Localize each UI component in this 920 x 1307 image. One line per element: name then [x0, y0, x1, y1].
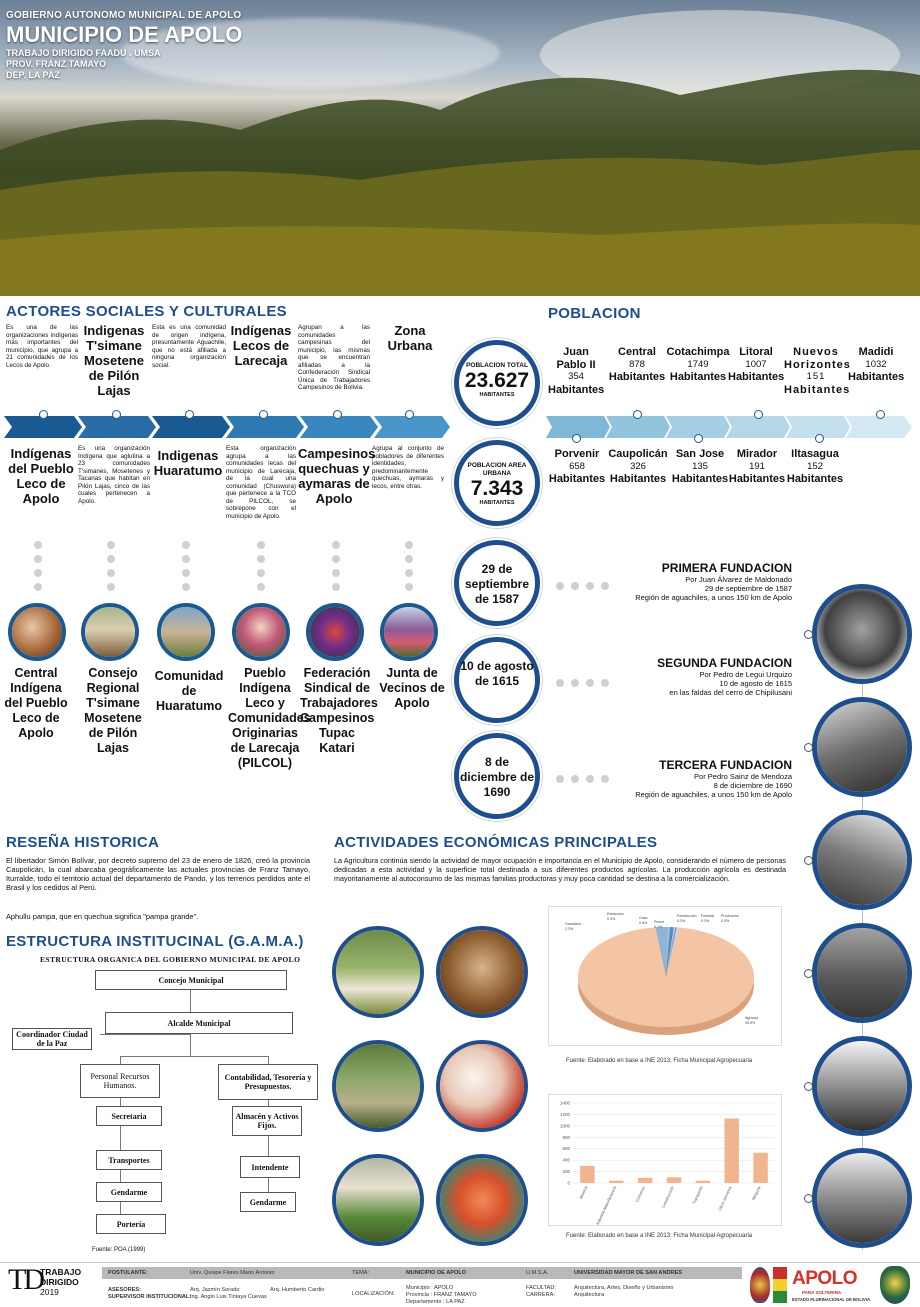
- pie-value-label: 0.3%: [607, 917, 616, 921]
- fundacion-line: Por Pedro Sainz de Mendoza: [694, 772, 792, 781]
- fundacion-info: [600, 561, 792, 602]
- org-photo: [306, 603, 364, 661]
- org-name: Pueblo Indígena Leco y Comunidades Originarias de Larecaja (PILCOL): [228, 666, 311, 770]
- apolo-logo-sub2: ESTADO PLURINACIONAL DE BOLIVIA: [792, 1297, 871, 1302]
- bar-ytick-label: 1200: [559, 1111, 570, 1117]
- barrio-num: 658: [569, 460, 585, 472]
- org-connector: [120, 1056, 121, 1064]
- poblacion-total-value: 23.627: [464, 369, 530, 392]
- org-chart-subtitle: ESTRUCTURA ORGANICA DEL GOBIERNO MUNICIPAL DE APOLO: [40, 955, 301, 964]
- barrio-num: 152: [807, 460, 823, 472]
- apolo-logo: [792, 1269, 857, 1289]
- barrio-num: 326: [630, 460, 646, 472]
- barrio-num: 1749: [687, 358, 709, 370]
- bar-caption: Fuente: Elaborado en base a INE 2013; Ficha Municipal Agropecuaria: [566, 1233, 753, 1239]
- bar-category-label: Comercio: [634, 1185, 647, 1203]
- pie-label: Recolección: [677, 914, 697, 918]
- org-name: Comunidad de Huaratumo: [154, 669, 224, 713]
- barrio-num: 135: [692, 460, 708, 472]
- supervisor-label: SUPERVISOR INSTITUCIONAL:: [108, 1294, 192, 1300]
- org-connector: [100, 1034, 191, 1035]
- fundacion-line: Por Pedro de Legui Urquizo: [699, 670, 792, 679]
- actor-name: Indígenas del Pueblo Leco de Apolo: [8, 446, 74, 506]
- photo-node: [804, 856, 813, 865]
- dots-connector: [182, 541, 190, 597]
- fundacion-title: PRIMERA FUNDACION: [661, 561, 792, 575]
- fundacion-title: SEGUNDA FUNDACION: [657, 656, 792, 670]
- dots-connector: [107, 541, 115, 597]
- pie-value-label: 0.6%: [639, 921, 648, 925]
- estructura-title: ESTRUCTURA INSTITUCINAL (G.A.M.A.): [6, 933, 304, 950]
- localizacion-provincia: Provincia : FRANZ TAMAYO: [406, 1292, 477, 1298]
- barrio-item: [786, 448, 844, 486]
- activity-photo: [436, 1154, 528, 1246]
- poblacion-total-caption: POBLACION TOTAL: [466, 362, 528, 369]
- hero-banner: [0, 0, 920, 296]
- pie-value-label: 95.9%: [745, 1021, 756, 1025]
- bar: [696, 1181, 710, 1183]
- photo-node: [804, 1194, 813, 1203]
- pie-label: Ganadero: [565, 922, 581, 926]
- poblacion-total-circle: [454, 340, 540, 426]
- barrio-name: San Jose: [675, 448, 725, 460]
- postulante-label: POSTULANTE:: [108, 1270, 148, 1276]
- pie-chart: [549, 907, 783, 1047]
- actor-name: Indígenas Lecos de Larecaja: [230, 323, 292, 368]
- barrio-unit: Habitantes: [609, 473, 667, 485]
- fundacion-date: 29 de septiembre de 1587: [464, 562, 530, 606]
- barrio-name: Nuevos Horizontes: [784, 346, 851, 371]
- historic-photo: [812, 697, 912, 797]
- actor-name: Indigenas Huaratumo: [153, 448, 223, 478]
- bar-ytick-label: 1400: [559, 1100, 570, 1106]
- actor-desc: Esta es una comunidad de origen indígena, presuntamente Aguachile, que no está afiliada a ninguna organización social.: [152, 324, 226, 369]
- activity-photo: [436, 926, 528, 1018]
- org-box-transportes: Transportes: [96, 1150, 162, 1170]
- facultad-value: Arquitectura, Artes, Diseño y Urbanismo: [574, 1285, 674, 1291]
- timeline-node: [112, 410, 121, 419]
- bar: [667, 1177, 681, 1183]
- actores-title: ACTORES SOCIALES Y CULTURALES: [6, 303, 287, 320]
- resena-title: RESEÑA HISTORICA: [6, 834, 160, 851]
- fundacion-date-circle: [454, 733, 540, 819]
- actividades-title: ACTIVIDADES ECONÓMICAS PRINCIPALES: [334, 834, 658, 851]
- fundacion-line: Región de aguachiles, a unos 150 km de Apolo: [635, 593, 792, 602]
- poblacion-node: [694, 434, 703, 443]
- org-connector: [120, 1056, 268, 1057]
- barrio-num: 354: [568, 371, 584, 382]
- poblacion-node: [754, 410, 763, 419]
- org-box-coordinador: Coordinador Ciudad de la Paz: [12, 1028, 92, 1050]
- barrio-item: [670, 448, 730, 486]
- historic-photo: [812, 1148, 912, 1248]
- pie-caption: Fuente: Elaborado en base a INE 2013; Ficha Municipal Agropecuaria: [566, 1058, 753, 1064]
- org-photo: [157, 603, 215, 661]
- barrio-name: Cotachimpa: [666, 346, 730, 358]
- pie-label: Forestal: [701, 914, 714, 918]
- barrio-unit: Habitantes: [548, 473, 606, 485]
- carrera-label: CARRERA:: [526, 1292, 555, 1298]
- bar-ytick-label: 400: [562, 1157, 570, 1163]
- bolivia-flag-icon: [773, 1267, 787, 1303]
- barrio-unit: Habitantes: [786, 473, 844, 485]
- barrio-name: Litoral: [739, 346, 773, 358]
- poblacion-total-unit: HABITANTES: [479, 392, 515, 398]
- umsa-value: UNIVERSIDAD MAYOR DE SAN ANDRES: [574, 1270, 683, 1276]
- barrio-name: Porvenir: [554, 448, 600, 460]
- barrio-unit: Habitantes: [669, 371, 727, 383]
- asesor-1: Arq. Jazmín Sorado: [190, 1287, 240, 1293]
- org-box-gendarme: Gendarme: [240, 1192, 296, 1212]
- dots-connector: [405, 541, 413, 597]
- poblacion-urbana-value: 7.343: [470, 477, 524, 500]
- org-box-personal: Personal Recursos Humanos.: [80, 1064, 160, 1098]
- historic-photo: [812, 1036, 912, 1136]
- barrio-num: 1032: [865, 358, 887, 370]
- poblacion-node: [876, 410, 885, 419]
- activity-photo: [436, 1040, 528, 1132]
- actor-desc: Esta organización agrupa a las comunidades lecas del municipio de Larecaja, de la cual una comunidad (Chuswura) que pertenece a la TCO de PILCOL, se sobrepone con el municipio de Apolo.: [226, 445, 296, 520]
- barrio-name: Caupolicán: [608, 448, 668, 460]
- pie-value-label: 0.3%: [721, 919, 730, 923]
- org-box-intendente: Intendente: [240, 1156, 300, 1178]
- hero-title: MUNICIPIO DE APOLO: [6, 22, 243, 47]
- org-box-almacen: Almacén y Activos Fijos.: [232, 1106, 302, 1136]
- barrio-unit: Habitantes: [848, 371, 905, 383]
- fundacion-info: [600, 758, 792, 799]
- barrio-unit: Habitantes: [671, 473, 729, 485]
- bar: [609, 1181, 623, 1183]
- td-label: [40, 1267, 81, 1297]
- activity-photo: [332, 1154, 424, 1246]
- dots-connector: [34, 541, 42, 597]
- dots-connector: [257, 541, 265, 597]
- fundacion-title: TERCERA FUNDACION: [659, 758, 792, 772]
- td-mark: TD: [8, 1263, 42, 1296]
- org-box-contabilidad: Contabilidad, Tesorería y Presupuestos.: [218, 1064, 318, 1100]
- barrio-unit: Habitantes: [728, 473, 786, 485]
- supervisor-value: Ing. Anglo Luis Tintaya Cuevas: [190, 1294, 267, 1300]
- barrio-item: [848, 346, 904, 384]
- org-box-porteria: Portería: [96, 1214, 166, 1234]
- timeline-node: [39, 410, 48, 419]
- org-box-gendarme: Gendarme: [96, 1182, 162, 1202]
- org-connector: [190, 1034, 191, 1056]
- actor-name: Campesinos quechuas y aymaras de Apolo: [298, 446, 376, 506]
- activity-photo: [332, 1040, 424, 1132]
- bar: [725, 1118, 739, 1183]
- historic-photo: [812, 923, 912, 1023]
- portrait-photo: [812, 584, 912, 684]
- org-box-alcalde: Alcalde Municipal: [105, 1012, 293, 1034]
- td-year: 2019: [40, 1287, 59, 1297]
- umsa-label: U.M.S.A.: [526, 1270, 549, 1276]
- org-box-secretaria: Secretaria: [96, 1106, 162, 1126]
- bar: [753, 1153, 767, 1183]
- bar-category-label: Otros servicios: [716, 1185, 733, 1212]
- pie-value-label: 0.3%: [701, 919, 710, 923]
- barrio-item: [548, 448, 606, 486]
- barrio-item: [664, 346, 732, 384]
- bar: [638, 1178, 652, 1183]
- hero-line4: PROV. FRANZ TAMAYO: [6, 59, 107, 69]
- actor-name: Indigenas T'simane Mosetene de Pilón Lajas: [83, 323, 145, 398]
- pie-chart-panel: [548, 906, 782, 1046]
- barrio-unit: Habitantes: [608, 371, 666, 383]
- activity-photo: [332, 926, 424, 1018]
- pie-value-label: 0.3%: [677, 919, 686, 923]
- hero-text: [6, 10, 242, 81]
- org-name: Consejo Regional T'simane Mosetene de Pilón Lajas: [84, 666, 142, 755]
- poblacion-node: [815, 434, 824, 443]
- pie-label: Agrícola: [745, 1016, 759, 1020]
- historic-photo: [812, 810, 912, 910]
- poblacion-title: POBLACION: [548, 305, 641, 322]
- bar-category-label: Ninguna: [750, 1185, 762, 1201]
- org-photo: [380, 603, 438, 661]
- barrio-num: 1007: [745, 358, 767, 370]
- pie-label: Producción: [721, 914, 739, 918]
- barrio-item: [784, 346, 851, 396]
- bar-ytick-label: 800: [562, 1134, 570, 1140]
- poblacion-urbana-caption: POBLACION AREA URBANA: [467, 462, 527, 477]
- bar-chart-panel: [548, 1094, 782, 1226]
- localizacion-label: LOCALIZACIÓN:: [352, 1291, 395, 1297]
- dots-connector: [332, 541, 340, 597]
- actor-desc: Es una organización Indígena que aglutina a 23 comunidades T'simanes, Mosetenes y Tacanas que habitan en Pilón Lajas, cinco de las cuales pertenecen a Apolo.: [78, 445, 150, 505]
- barrio-name: Mirador: [736, 448, 778, 460]
- timeline-node: [333, 410, 342, 419]
- barrio-item: [608, 346, 666, 384]
- poblacion-arrow-band: [546, 416, 912, 438]
- org-connector: [268, 1056, 269, 1064]
- timeline-node: [259, 410, 268, 419]
- org-photo: [81, 603, 139, 661]
- resena-paragraph: El libertador Simón Bolívar, por decreto supremo del 23 de enero de 1826, creó la provincia Caupolicán, la cual abarcaba geográficamente las actuales provincias de Franz Tamayo, Iturralde, todo el territorio actual del departamento de Pando, y los terrenos perdidos ante el Brasil y los cedidos al Perú.: [6, 856, 310, 892]
- pie-label: Pesca: [654, 920, 664, 924]
- poblacion-node: [572, 434, 581, 443]
- photo-node: [804, 630, 813, 639]
- barrio-num: 151: [806, 371, 826, 382]
- barrio-name: Madidi: [858, 346, 894, 358]
- barrio-item: [728, 346, 784, 384]
- photo-node: [804, 743, 813, 752]
- fundacion-line: Región de aguachiles, a unos 150 km de Apolo: [635, 790, 792, 799]
- seal-icon: [880, 1266, 910, 1304]
- barrio-num: 191: [749, 460, 765, 472]
- resena-paragraph: Aphullu pampa, que en quechua significa "pampa grande".: [6, 912, 199, 921]
- apolo-logo-sub: PARA SOLTERINA: [802, 1290, 842, 1295]
- timeline-node: [405, 410, 414, 419]
- td-line1: TRABAJO: [40, 1267, 82, 1277]
- photo-node: [804, 1082, 813, 1091]
- org-name: Junta de Vecinos de Apolo: [379, 666, 445, 710]
- fundacion-date-circle: [454, 637, 540, 723]
- tema-value: MUNICIPIO DE APOLO: [406, 1270, 467, 1276]
- pie-label: Extracción: [607, 912, 624, 916]
- hero-line5: DEP. LA PAZ: [6, 70, 60, 80]
- postulante-value: Univ. Quispe Flores Mario Antonio: [190, 1270, 275, 1276]
- fundacion-line: Por Juan Álvarez de Maldonado: [685, 575, 792, 584]
- coat-of-arms-icon: [750, 1267, 770, 1303]
- org-box-concejo: Concejo Municipal: [95, 970, 287, 990]
- localizacion-municipio: Municipio : APOLO: [406, 1285, 454, 1291]
- actor-desc: Agrupa al conjunto de pobladores de diferentes identidades, predominantemente quechuas, aymaras y lecos, entre otras.: [372, 445, 444, 490]
- apolo-logo-text: APOLO: [792, 1268, 858, 1289]
- hero-line3: TRABAJO DIRIGIDO FAADU . UMSA: [6, 48, 161, 58]
- actividades-paragraph: La Agricultura continúa siendo la actividad de mayor ocupación e importancia en el Municipio de Apolo, considerando el número de personas dedicadas a esta actividad y la superficie total destinada a sus diferentes productos agrícolas. La producción agrícola es destinada mayoritariamente al autoconsumo de las mismas familias productoras y muy poca cantidad se destina a la comercialización.: [334, 856, 786, 883]
- facultad-label: FACULTAD:: [526, 1285, 556, 1291]
- actor-desc: Es una de las organizaciones indígenas más importantes del municipio, que agrupa a 21 comunidades de los Lecos de Apolo.: [6, 324, 78, 369]
- photo-node: [804, 969, 813, 978]
- fundacion-info: [600, 656, 792, 697]
- barrio-unit: Habitantes: [548, 383, 605, 396]
- barrio-item: [548, 346, 604, 396]
- barrio-unit: Habitantes: [728, 371, 785, 383]
- barrio-name: Iltasagua: [791, 448, 839, 460]
- carrera-value: Arquitectura: [574, 1292, 605, 1298]
- td-line2: DIRIGIDO: [40, 1277, 79, 1287]
- fundacion-date: 8 de diciembre de 1690: [459, 755, 535, 799]
- bar-chart: [549, 1095, 783, 1227]
- bar-category-label: Transporte: [691, 1185, 704, 1205]
- barrio-unit: Habitantes: [784, 383, 851, 396]
- pie-label: Caza: [639, 916, 648, 920]
- barrio-name: Central: [618, 346, 656, 358]
- fundacion-date: 10 de agosto de 1615: [460, 659, 534, 688]
- bar-ytick-label: 1000: [559, 1123, 570, 1129]
- barrio-num: 878: [629, 358, 645, 370]
- bar-ytick-label: 200: [562, 1169, 570, 1175]
- bar-ytick-label: 0: [567, 1180, 570, 1186]
- fundacion-line: 8 de diciembre de 1690: [713, 781, 792, 790]
- barrio-name: Juan Pablo II: [556, 346, 596, 371]
- barrio-item: [728, 448, 786, 486]
- barrio-item: [604, 448, 672, 486]
- org-photo: [232, 603, 290, 661]
- pie-value-label: 2.3%: [565, 927, 574, 931]
- bar-category-label: Minería: [578, 1185, 589, 1200]
- actor-name: Zona Urbana: [387, 323, 433, 353]
- tema-label: TEMA:: [352, 1270, 370, 1276]
- footer: [0, 1262, 920, 1307]
- bar-category-label: Industria Manufacturera: [594, 1185, 618, 1226]
- org-connector: [190, 990, 191, 1012]
- asesores-label: ASESORES:: [108, 1287, 141, 1293]
- bar: [580, 1166, 594, 1183]
- poblacion-urbana-unit: HABITANTES: [479, 500, 515, 506]
- timeline-arrow-band: [4, 416, 450, 438]
- fundacion-line: 10 de agosto de 1615: [719, 679, 792, 688]
- fundacion-line: 29 de septiembre de 1587: [704, 584, 792, 593]
- fundacion-date-circle: [454, 540, 540, 626]
- bar-category-label: Construcción: [660, 1185, 675, 1209]
- timeline-node: [185, 410, 194, 419]
- localizacion-departamento: Departamento : LA PAZ: [406, 1299, 465, 1305]
- org-chart-source: Fuente: POA (1999): [92, 1247, 146, 1253]
- pie-value-label: 0.1%: [654, 925, 663, 929]
- actor-desc: Agrupan a las comunidades campesinas del municipio, las mismas que se encuentran afiliadas a la Confederación Sindical Única de Trabajadores Campesinos de Bolivia.: [298, 324, 370, 391]
- bar-ytick-label: 600: [562, 1146, 570, 1152]
- org-photo: [8, 603, 66, 661]
- org-name: Central Indígena del Pueblo Leco de Apolo: [4, 666, 68, 740]
- org-name: Federación Sindical de Trabajadores Campesinos Tupac Katari: [300, 666, 378, 755]
- fundacion-line: en las faldas del cerro de Chipilusani: [669, 688, 792, 697]
- asesor-2: Arq. Humberto Cardio: [270, 1287, 325, 1293]
- poblacion-urbana-circle: [454, 440, 540, 526]
- hero-line1: GOBIERNO AUTONOMO MUNICIPAL DE APOLO: [6, 10, 242, 21]
- poblacion-node: [633, 410, 642, 419]
